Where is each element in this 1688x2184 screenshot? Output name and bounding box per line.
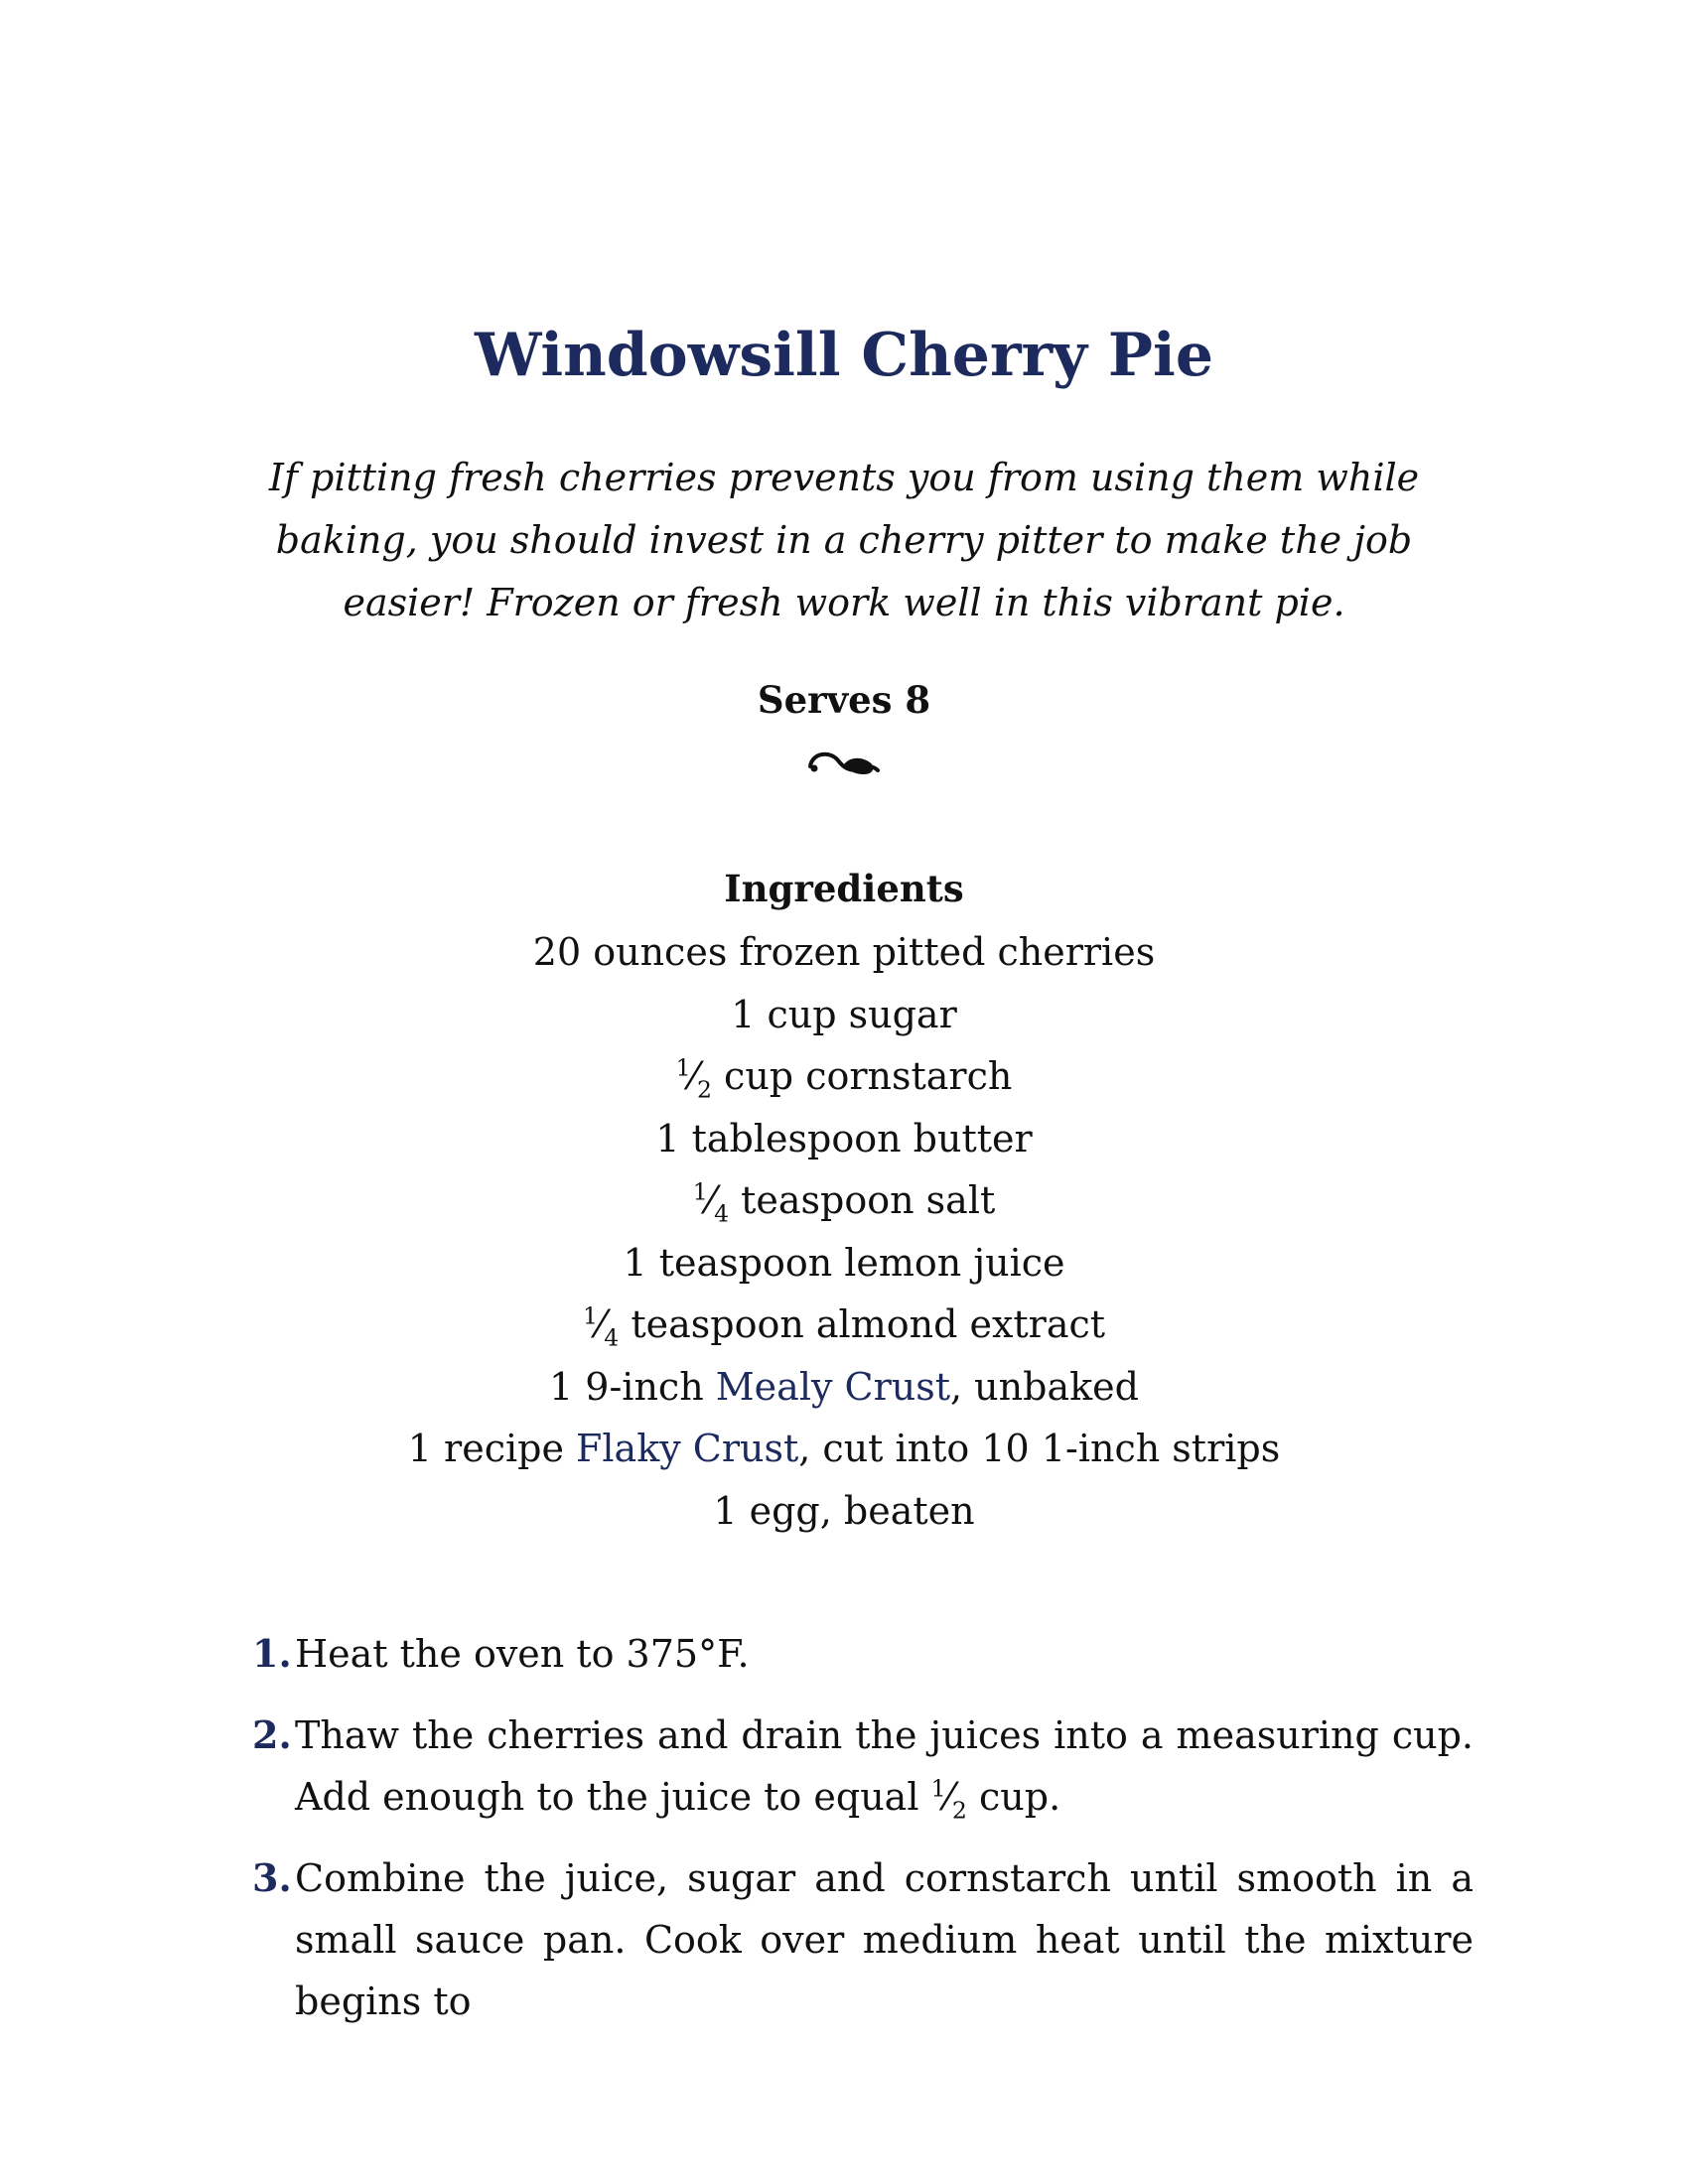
swash-ornament-icon bbox=[804, 745, 884, 780]
ingredient-item: 1 9-inch Mealy Crust, unbaked bbox=[549, 1364, 1139, 1409]
step-text: Heat the oven to 375°F. bbox=[295, 1632, 750, 1676]
recipe-intro: If pitting fresh cherries prevents you from using them while baking, you should invest in a cherry pitter to make the job easier! Frozen or fresh work well in this vibrant pie. bbox=[268, 456, 1420, 624]
ingredient-item: 20 ounces frozen pitted cherries bbox=[532, 930, 1156, 974]
instruction-step bbox=[252, 1847, 1474, 2032]
instruction-step: 2. Thaw the cherries and drain the juices into a measuring cup. Add enough to the juice to equal $^1⁄_2$ cup. bbox=[252, 1705, 1474, 1828]
ingredient-item: $^1⁄_4$ teaspoon almond extract bbox=[582, 1301, 1106, 1352]
ingredients-list bbox=[0, 921, 1688, 1542]
recipe-title: Windowsill Cherry Pie bbox=[474, 321, 1214, 390]
serves-count: Serves 8 bbox=[757, 678, 931, 722]
ingredient-item: $^1⁄_2$ cup cornstarch bbox=[675, 1053, 1013, 1104]
mealy-crust-link[interactable]: Mealy Crust bbox=[715, 1364, 951, 1409]
fraction: $^1⁄_4$ bbox=[692, 1177, 730, 1228]
instructions-list bbox=[252, 1623, 1474, 2052]
fraction: $^1⁄_2$ bbox=[930, 1774, 967, 1825]
ingredient-item: 1 teaspoon lemon juice bbox=[623, 1240, 1065, 1285]
ingredient-item: $^1⁄_4$ teaspoon salt bbox=[692, 1177, 996, 1228]
ingredient-item: 1 tablespoon butter bbox=[655, 1116, 1033, 1160]
flaky-crust-link[interactable]: Flaky Crust bbox=[576, 1427, 799, 1470]
ingredient-item: 1 cup sugar bbox=[731, 992, 957, 1036]
step-number: 2. bbox=[252, 1712, 292, 1757]
ingredient-item: 1 recipe Flaky Crust, cut into 10 1-inch strips bbox=[407, 1427, 1281, 1470]
step-text: Combine the juice, sugar and cornstarch until smooth in a small sauce pan. Cook over medium heat until the mixture begins to bbox=[295, 1856, 1474, 2023]
step-text: Thaw the cherries and drain the juices into a measuring cup. Add enough to the juice to equal bbox=[295, 1713, 1474, 1819]
ingredient-item: 1 egg, beaten bbox=[713, 1488, 975, 1533]
ingredients-heading: Ingredients bbox=[724, 867, 964, 910]
fraction: $^1⁄_2$ bbox=[675, 1053, 712, 1104]
instruction-step bbox=[252, 1623, 1474, 1685]
fraction: $^1⁄_4$ bbox=[582, 1301, 620, 1352]
step-number: 3. bbox=[252, 1855, 292, 1900]
step-number: 1. bbox=[252, 1631, 292, 1676]
